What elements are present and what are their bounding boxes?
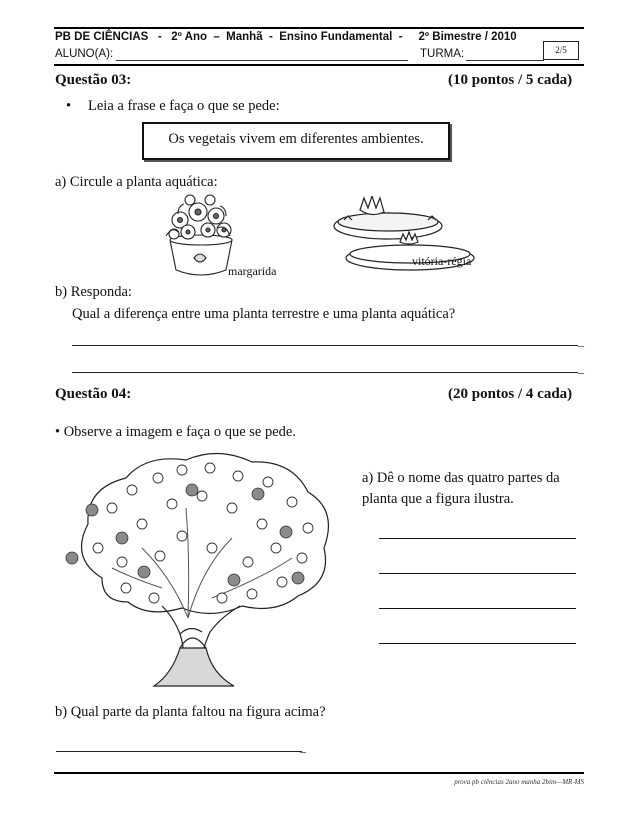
header-bottom-rule — [54, 64, 584, 66]
q4-instruction: • Observe a imagem e faça o que se pede. — [55, 424, 296, 440]
q3-answer-line-2-end: _ — [578, 361, 584, 375]
label-margarida: margarida — [228, 264, 277, 278]
page-number-box: 2/5 — [543, 41, 579, 60]
class-field[interactable] — [466, 60, 544, 61]
label-vitoria-regia: vitória-régia — [412, 254, 472, 268]
header-top-rule — [54, 27, 584, 29]
q4-points: (20 pontos / 4 cada) — [448, 386, 573, 402]
q4-part-b: b) Qual parte da planta faltou na figura acima? — [55, 704, 326, 720]
q4-answer-line-3[interactable] — [379, 608, 576, 609]
q4-answer-line-2[interactable] — [379, 573, 576, 574]
q3-sentence-box: Os vegetais vivem em diferentes ambientes. — [142, 122, 450, 160]
student-name-field[interactable] — [116, 60, 408, 61]
q4-part-a: a) Dê o nome das quatro partes da planta que a figura ilustra. — [362, 470, 560, 507]
footer-text: prova pb ciências 2ano manha 2bim—MR-MS — [454, 778, 584, 786]
header-course-info: PB DE CIÊNCIAS - 2º Ano – Manhã - Ensino Fundamental - 2º Bimestre / 2010 — [55, 31, 517, 43]
tree-image — [62, 448, 342, 692]
q3-answer-line-2[interactable] — [72, 372, 578, 373]
q3-question-b: Qual a diferença entre uma planta terrestre e uma planta aquática? — [72, 306, 456, 322]
q4-answer-line-1[interactable] — [379, 538, 576, 539]
class-label: TURMA: — [420, 48, 465, 60]
q4-title: Questão 04: — [55, 386, 132, 402]
q3-instruction: Leia a frase e faça o que se pede: — [88, 98, 280, 114]
student-name-label: ALUNO(A): — [55, 48, 114, 60]
q3-answer-line-1-end: _ — [578, 334, 584, 348]
q3-answer-line-1[interactable] — [72, 345, 578, 346]
q4-answer-line-b-end: _ — [300, 740, 306, 754]
q3-points: (10 pontos / 5 cada) — [448, 72, 573, 88]
q3-bullet: • — [66, 98, 72, 114]
q4-answer-line-4[interactable] — [379, 643, 576, 644]
q3-part-b: b) Responda: — [55, 284, 132, 300]
footer-rule — [54, 772, 584, 774]
q4-answer-line-b[interactable] — [56, 751, 302, 752]
q3-title: Questão 03: — [55, 72, 132, 88]
q3-part-a: a) Circule a planta aquática: — [55, 174, 218, 190]
